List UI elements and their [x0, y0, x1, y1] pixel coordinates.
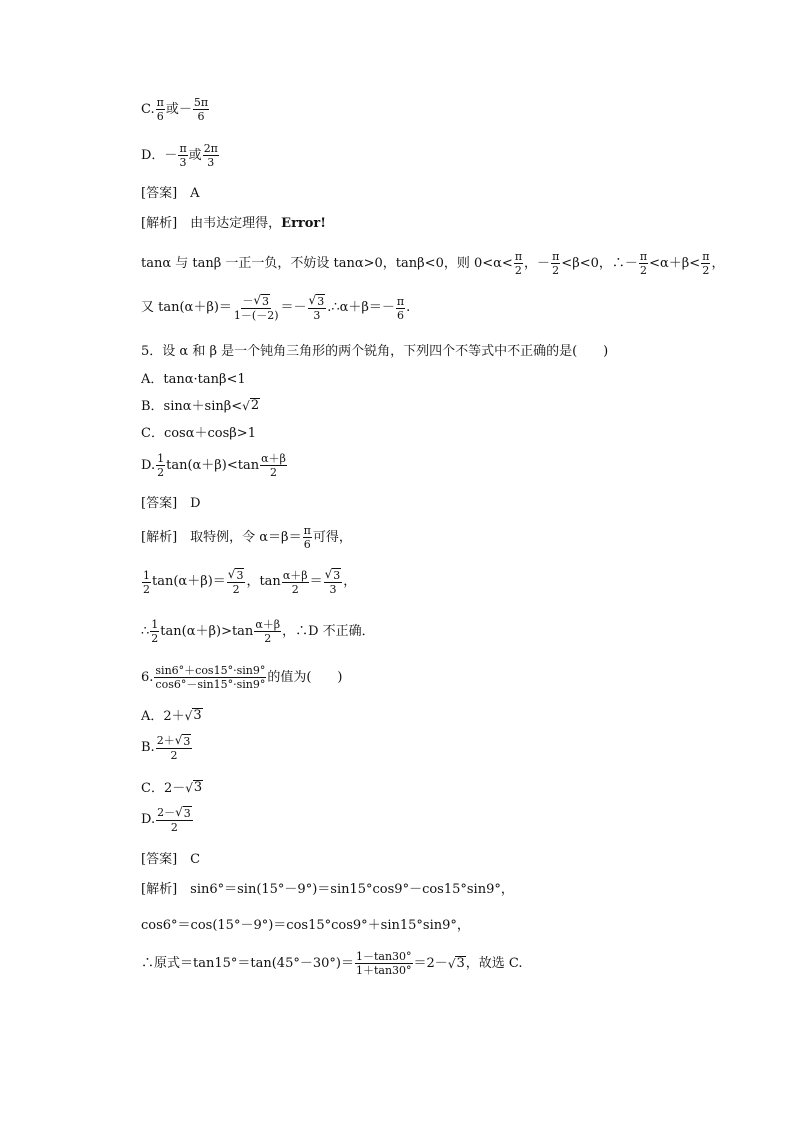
fraction: $\frac{1}{2}$ [151, 618, 159, 645]
fraction: $\frac{5\pi}{6}$ [193, 96, 209, 123]
fraction: $\frac{\alpha+\beta}{2}$ [255, 618, 281, 645]
q4-option-d: D．－ $\frac{\pi}{3}$ 或 $\frac{2\pi}{3}$ [141, 142, 218, 169]
sqrt: √ 2 [242, 398, 260, 413]
q6-analysis-line2: cos6°＝cos(15°－9°)＝cos15°cos9°＋sin15°sin9°， [141, 918, 470, 933]
q5-stem: 5．设 α 和 β 是一个钝角三角形的两个锐角，下列四个不等式中不正确的是( ) [141, 344, 609, 359]
sqrt: √ 3 [308, 293, 325, 308]
sqrt: √ 3 [174, 733, 191, 748]
sqrt: √ 3 [324, 567, 341, 582]
fraction: $\frac{2\pi}{3}$ [203, 142, 218, 169]
sqrt: √ 3 [447, 955, 465, 971]
fraction: $\frac{\pi}{2}$ [702, 250, 710, 277]
fraction: $\frac{\sin 6^\circ+\cos 15^\circ\cdot\sin 9^\circ}{\cos 6^\circ-\sin 15^\circ\cdot\sin 9^\circ}$ [155, 664, 266, 691]
q6-analysis-line1: [解析] sin6°＝sin(15°－9°)＝sin15°cos9°－cos15°sin9°， [141, 882, 514, 897]
q5-analysis: [解析] 取特例，令 α＝β＝ $\frac{\pi}{6}$ 可得， [141, 524, 352, 551]
fraction: $\frac{\pi}{6}$ [396, 294, 405, 322]
q4-analysis-line1: tanα 与 tanβ 一正一负，不妨设 tanα>0，tanβ<0，则 0<α< $\frac{\pi}{2}$ ，－ $\frac{\pi}{2}$ <β<0，∴－ $\frac{\pi}{2}$ <α＋β< $\frac{\pi}{2}$ ， [141, 250, 725, 277]
sqrt: √ 3 [175, 805, 191, 820]
fraction: √ 3 3 [308, 293, 325, 322]
q6-answer: [答案] C [141, 852, 201, 867]
sqrt: √ 3 [253, 293, 270, 308]
fraction: $\frac{\pi}{3}$ [179, 142, 187, 169]
q6-option-c: C．2－ √ 3 [141, 780, 203, 796]
q5-analysis-line1: $\frac{1}{2}$ tan(α＋β)＝ √ 3 2 ，tan $\frac{\alpha+\beta}{2}$ ＝ √ 3 3 ， [143, 567, 357, 596]
q5-option-d: D. $\frac{1}{2}$ tan(α＋β)<tan $\frac{\alpha+\beta}{2}$ [141, 452, 286, 479]
fraction: $\frac{\pi}{2}$ [514, 250, 523, 277]
fraction: 2－ √ 3 2 [157, 805, 191, 834]
q5-option-b: B．sinα＋sinβ< √ 2 [141, 398, 260, 414]
q4-answer: [答案] A [141, 186, 200, 201]
q6-option-a: A．2＋ √ 3 [141, 708, 202, 724]
q6-analysis-line3: ∴原式＝tan15°＝tan(45°－30°)＝ $\frac{1-\tan 30^\circ}{1+\tan 30^\circ}$ ＝2－ √ 3 ，故选 C. [141, 950, 523, 977]
q4-analysis-line2: 又 tan(α＋β)＝ － √ 3 1－(－2) ＝－ √ 3 3 .∴α＋β＝－ $\frac{\pi}{6}$ . [141, 293, 411, 322]
q5-option-c: C．cosα＋cosβ>1 [141, 426, 256, 441]
fraction: $\frac{1-\tan 30^\circ}{1+\tan 30^\circ}$ [355, 950, 412, 977]
fraction: $\frac{\pi}{2}$ [552, 250, 560, 277]
q4-analysis-intro: [解析] 由韦达定理得，Error! [141, 216, 326, 231]
q5-answer: [答案] D [141, 496, 201, 511]
q5-analysis-line2: ∴ $\frac{1}{2}$ tan(α＋β)>tan $\frac{\alpha+\beta}{2}$ ，∴D 不正确． [141, 618, 375, 645]
q4-option-c: C. $\frac{\pi}{6}$ 或－ $\frac{5\pi}{6}$ [141, 96, 209, 123]
q5-option-a: A．tanα·tanβ<1 [141, 372, 246, 387]
fraction: √ 3 2 [227, 567, 244, 596]
fraction: √ 3 3 [324, 567, 341, 596]
fraction: $\frac{\alpha+\beta}{2}$ [282, 568, 308, 596]
fraction: $\frac{\pi}{2}$ [639, 250, 648, 277]
q6-stem: 6. $\frac{\sin 6^\circ+\cos 15^\circ\cdot\sin 9^\circ}{\cos 6^\circ-\sin 15^\circ\cdot\sin 9^\circ}$ 的值为( ) [141, 664, 343, 691]
sqrt: √ 3 [227, 567, 244, 582]
sqrt: √ 3 [185, 780, 203, 795]
fraction: $\frac{\pi}{6}$ [156, 96, 164, 123]
fraction: $\frac{1}{2}$ [143, 568, 150, 596]
fraction: $\frac{\alpha+\beta}{2}$ [261, 452, 286, 479]
fraction: － √ 3 1－(－2) [233, 293, 279, 322]
fraction: $\frac{\pi}{6}$ [303, 524, 311, 551]
fraction: $\frac{1}{2}$ [157, 452, 165, 479]
q6-option-b: B. 2＋ √ 3 2 [141, 733, 191, 762]
sqrt: √ 3 [184, 708, 202, 723]
q6-option-d: D. 2－ √ 3 2 [141, 805, 191, 834]
fraction: 2＋ √ 3 2 [156, 733, 191, 762]
